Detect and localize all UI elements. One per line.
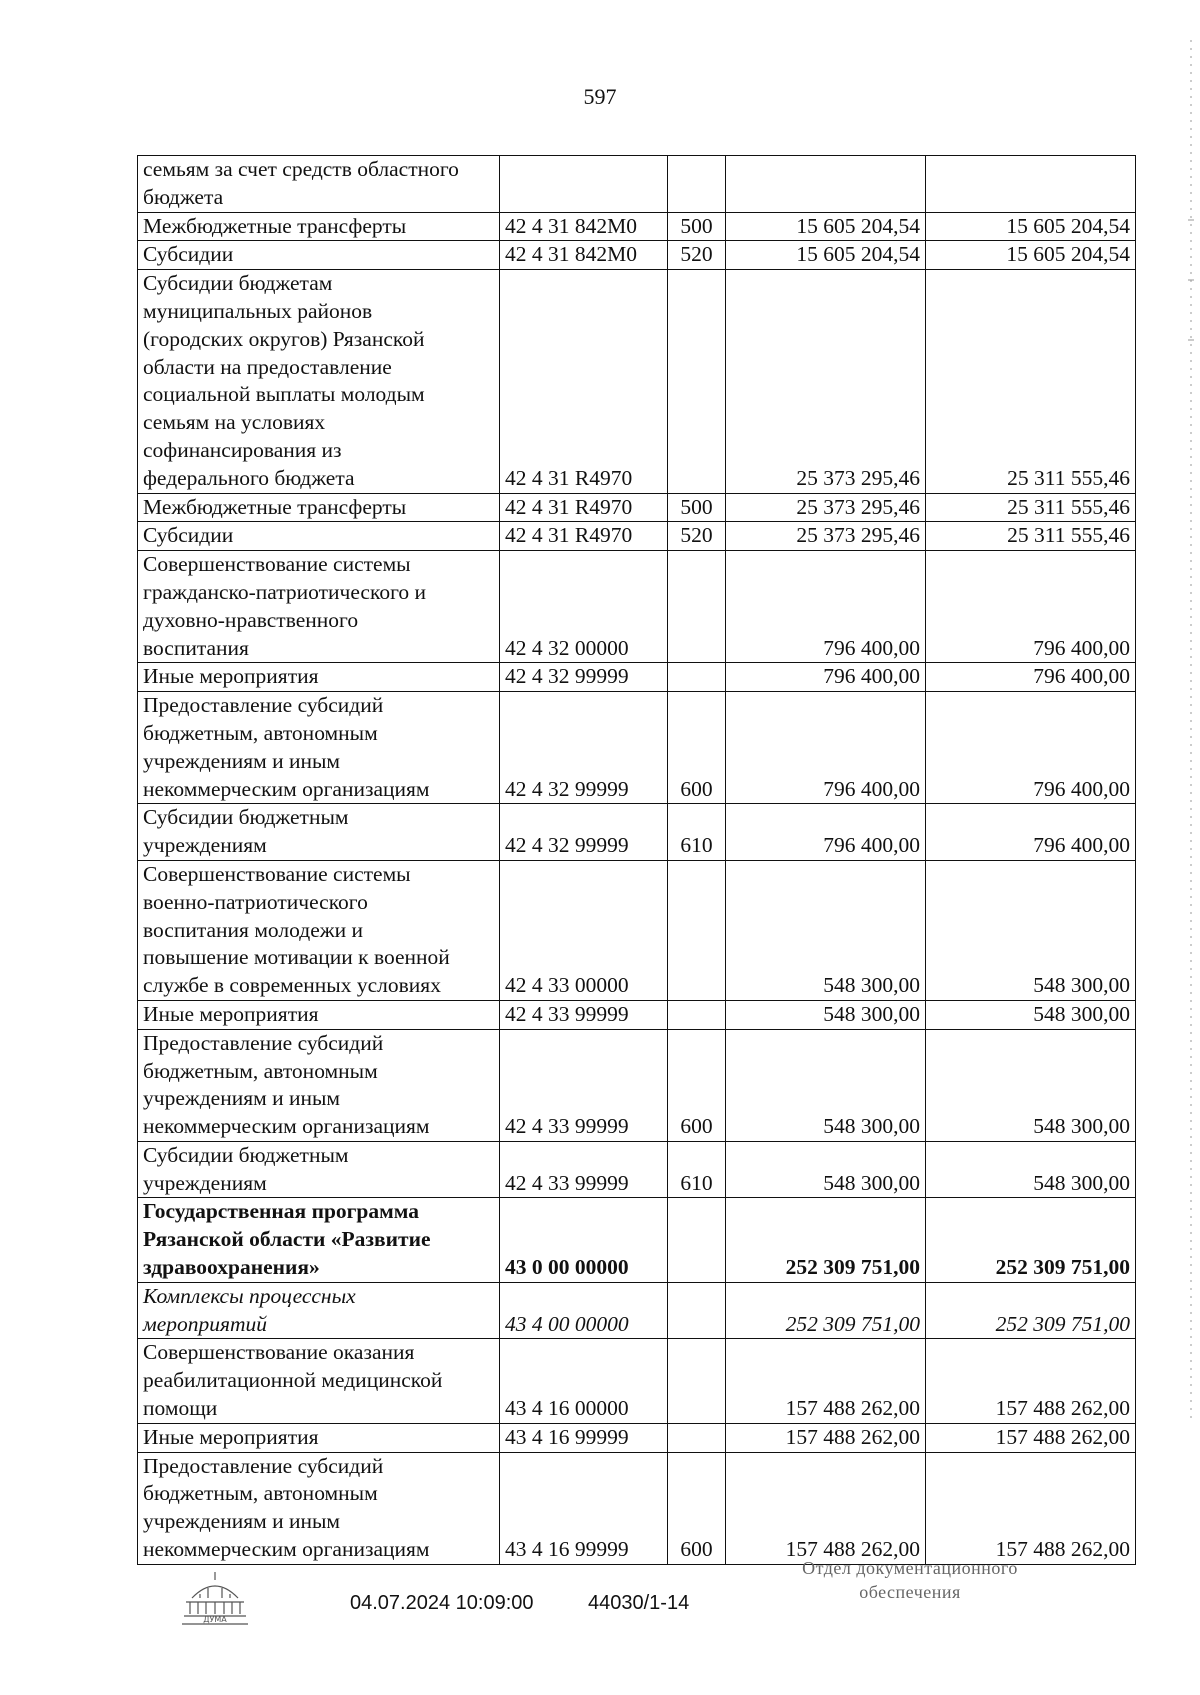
row-expense-type: 500	[668, 212, 726, 241]
row-amount-1: 157 488 262,00	[726, 1452, 926, 1564]
row-expense-type	[668, 1339, 726, 1423]
table-row	[138, 692, 1136, 804]
row-description: Совершенствование системы гражданско-патриотического и духовно-нравственного воспитания	[138, 551, 500, 663]
row-amount-1: 157 488 262,00	[726, 1423, 926, 1452]
table-row	[138, 551, 1136, 663]
table-row	[138, 1000, 1136, 1029]
row-amount-2: 157 488 262,00	[926, 1452, 1136, 1564]
row-amount-1: 548 300,00	[726, 1141, 926, 1198]
row-amount-1: 157 488 262,00	[726, 1339, 926, 1423]
row-amount-2: 548 300,00	[926, 1141, 1136, 1198]
table-row	[138, 493, 1136, 522]
row-expense-type: 600	[668, 1029, 726, 1141]
row-code: 42 4 31 R4970	[500, 493, 668, 522]
row-code: 43 4 00 00000	[500, 1282, 668, 1339]
table-row	[138, 241, 1136, 270]
row-code: 42 4 32 99999	[500, 692, 668, 804]
row-code: 42 4 31 842М0	[500, 241, 668, 270]
row-description: Субсидии	[138, 241, 500, 270]
page-number: 597	[583, 84, 617, 109]
row-code: 42 4 32 99999	[500, 663, 668, 692]
budget-table	[137, 155, 1136, 1565]
row-code: 43 4 16 99999	[500, 1452, 668, 1564]
row-code: 43 4 16 99999	[500, 1423, 668, 1452]
row-expense-type: 520	[668, 522, 726, 551]
row-description: Иные мероприятия	[138, 1423, 500, 1452]
row-expense-type: 600	[668, 692, 726, 804]
row-amount-2: 25 311 555,46	[926, 522, 1136, 551]
row-description: Иные мероприятия	[138, 663, 500, 692]
row-code	[500, 156, 668, 213]
row-amount-1: 548 300,00	[726, 860, 926, 1000]
table-row	[138, 270, 1136, 493]
row-amount-2: 796 400,00	[926, 692, 1136, 804]
budget-table-body	[138, 156, 1136, 1565]
row-code: 42 4 31 842М0	[500, 212, 668, 241]
row-amount-2	[926, 156, 1136, 213]
row-expense-type: 500	[668, 493, 726, 522]
table-row	[138, 804, 1136, 861]
row-code: 43 4 16 00000	[500, 1339, 668, 1423]
scan-edge-marks	[1186, 40, 1196, 1420]
row-description: Субсидии бюджетам муниципальных районов (городских округов) Рязанской области на предоставление социальной выплаты молодым семьям на условиях софинансирования из федерального бюджета	[138, 270, 500, 493]
row-code: 42 4 32 00000	[500, 551, 668, 663]
row-code: 42 4 33 00000	[500, 860, 668, 1000]
row-description: Совершенствование системы военно-патриотического воспитания молодежи и повышение мотивации к военной службе в современных условиях	[138, 860, 500, 1000]
row-amount-2: 25 311 555,46	[926, 270, 1136, 493]
row-amount-1: 796 400,00	[726, 692, 926, 804]
row-expense-type	[668, 860, 726, 1000]
row-amount-1: 15 605 204,54	[726, 241, 926, 270]
table-row	[138, 156, 1136, 213]
table-row	[138, 1452, 1136, 1564]
row-amount-2: 157 488 262,00	[926, 1339, 1136, 1423]
row-amount-1: 25 373 295,46	[726, 493, 926, 522]
table-row	[138, 522, 1136, 551]
row-expense-type	[668, 1423, 726, 1452]
duma-emblem-icon	[178, 1568, 252, 1626]
table-row	[138, 1339, 1136, 1423]
row-code: 42 4 33 99999	[500, 1000, 668, 1029]
row-expense-type: 600	[668, 1452, 726, 1564]
row-amount-1: 796 400,00	[726, 663, 926, 692]
table-row	[138, 1141, 1136, 1198]
row-amount-2: 15 605 204,54	[926, 241, 1136, 270]
table-row	[138, 1282, 1136, 1339]
row-amount-2: 796 400,00	[926, 804, 1136, 861]
row-amount-2: 157 488 262,00	[926, 1423, 1136, 1452]
row-amount-2: 252 309 751,00	[926, 1282, 1136, 1339]
row-amount-1: 25 373 295,46	[726, 522, 926, 551]
row-description: Государственная программа Рязанской области «Развитие здравоохранения»	[138, 1198, 500, 1282]
row-description: Предоставление субсидий бюджетным, автономным учреждениям и иным некоммерческим организациям	[138, 692, 500, 804]
table-row	[138, 1198, 1136, 1282]
row-amount-2: 15 605 204,54	[926, 212, 1136, 241]
row-description: семьям за счет средств областного бюджета	[138, 156, 500, 213]
row-description: Совершенствование оказания реабилитационной медицинской помощи	[138, 1339, 500, 1423]
row-code: 42 4 31 R4970	[500, 522, 668, 551]
row-amount-1: 548 300,00	[726, 1029, 926, 1141]
row-amount-1: 15 605 204,54	[726, 212, 926, 241]
row-code: 42 4 31 R4970	[500, 270, 668, 493]
table-row	[138, 1423, 1136, 1452]
stamp-line-1: Отдел документационного	[802, 1558, 1018, 1578]
row-amount-1: 25 373 295,46	[726, 270, 926, 493]
row-amount-1: 796 400,00	[726, 551, 926, 663]
row-expense-type	[668, 1282, 726, 1339]
row-amount-1: 796 400,00	[726, 804, 926, 861]
table-row	[138, 1029, 1136, 1141]
table-row	[138, 212, 1136, 241]
row-description: Субсидии	[138, 522, 500, 551]
row-description: Предоставление субсидий бюджетным, автономным учреждениям и иным некоммерческим организациям	[138, 1452, 500, 1564]
row-amount-1: 252 309 751,00	[726, 1282, 926, 1339]
row-amount-2: 252 309 751,00	[926, 1198, 1136, 1282]
row-expense-type: 610	[668, 1141, 726, 1198]
row-expense-type	[668, 1198, 726, 1282]
row-expense-type	[668, 551, 726, 663]
row-description: Иные мероприятия	[138, 1000, 500, 1029]
row-expense-type: 520	[668, 241, 726, 270]
row-code: 43 0 00 00000	[500, 1198, 668, 1282]
row-expense-type	[668, 1000, 726, 1029]
footer-date: 04.07.2024 10:09:00	[350, 1592, 534, 1614]
stamp-line-2: обеспечения	[859, 1582, 961, 1602]
row-description: Комплексы процессных мероприятий	[138, 1282, 500, 1339]
row-expense-type: 610	[668, 804, 726, 861]
row-amount-2: 548 300,00	[926, 860, 1136, 1000]
row-amount-2: 25 311 555,46	[926, 493, 1136, 522]
row-expense-type	[668, 663, 726, 692]
row-description: Субсидии бюджетным учреждениям	[138, 804, 500, 861]
row-amount-2: 548 300,00	[926, 1000, 1136, 1029]
row-expense-type	[668, 270, 726, 493]
row-amount-2: 796 400,00	[926, 663, 1136, 692]
department-stamp	[760, 1556, 1060, 1604]
row-amount-1: 548 300,00	[726, 1000, 926, 1029]
row-code: 42 4 32 99999	[500, 804, 668, 861]
row-description: Предоставление субсидий бюджетным, автономным учреждениям и иным некоммерческим организациям	[138, 1029, 500, 1141]
row-code: 42 4 33 99999	[500, 1141, 668, 1198]
footer-document-number: 44030/1-14	[588, 1592, 690, 1614]
row-amount-1	[726, 156, 926, 213]
row-code: 42 4 33 99999	[500, 1029, 668, 1141]
row-amount-1: 252 309 751,00	[726, 1198, 926, 1282]
row-description: Субсидии бюджетным учреждениям	[138, 1141, 500, 1198]
row-description: Межбюджетные трансферты	[138, 493, 500, 522]
svg-text:ДУМА: ДУМА	[203, 1615, 227, 1624]
table-row	[138, 663, 1136, 692]
row-description: Межбюджетные трансферты	[138, 212, 500, 241]
table-row	[138, 860, 1136, 1000]
row-expense-type	[668, 156, 726, 213]
row-amount-2: 548 300,00	[926, 1029, 1136, 1141]
row-amount-2: 796 400,00	[926, 551, 1136, 663]
